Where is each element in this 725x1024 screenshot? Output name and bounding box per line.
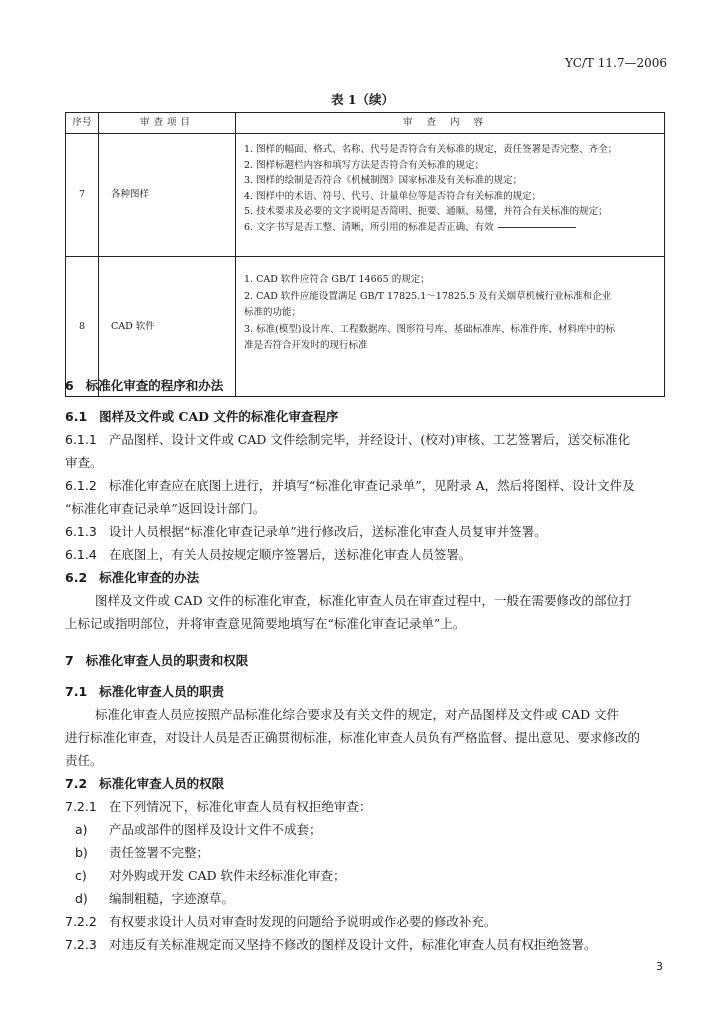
row-seq: 8	[66, 257, 99, 397]
clause-6-1-1	[65, 428, 665, 451]
row-content	[236, 134, 665, 257]
content-line: 4. 图样中的术语、符号、代号、计量单位等是否符合有关标准的规定；	[244, 190, 542, 202]
page-number: 3	[656, 960, 663, 973]
section-heading	[65, 374, 665, 397]
row-item: CAD 软件	[99, 257, 236, 397]
list-item	[65, 841, 665, 864]
clause-number: 6.1.3	[65, 524, 97, 539]
end-rule	[498, 227, 576, 228]
list-text: 产品或部件的图样及设计文件不成套；	[109, 822, 322, 837]
section-number: 7	[65, 653, 74, 668]
clause-7-2-1	[65, 795, 665, 818]
section-number: 7.1	[65, 684, 88, 699]
table-title: 表 1（续）	[330, 92, 395, 107]
clause-number: 7.2.2	[65, 914, 97, 929]
section-number: 6.2	[65, 570, 88, 585]
content-line: 标准的功能；	[244, 307, 302, 318]
paragraph-cont: 上标记或指明部位，并将审查意见简要地填写在“标准化审查记录单”上。	[65, 616, 466, 631]
clause-6-1-4	[65, 543, 665, 566]
clause-text-cont: 审查。	[65, 455, 103, 470]
paragraph-cont: 责任。	[65, 753, 103, 768]
row-item: 各种图样	[99, 134, 236, 257]
clause-text: 有权要求设计人员对审查时发现的问题给予说明或作必要的修改补充。	[108, 914, 497, 929]
clause-6-1-3	[65, 520, 665, 543]
list-item	[65, 887, 665, 910]
list-text: 编制粗糙，字迹潦草。	[109, 891, 235, 906]
list-label: a)	[75, 822, 88, 837]
section-title: 标准化审查的办法	[99, 570, 200, 585]
subsection-heading	[65, 680, 665, 703]
subsection-heading	[65, 405, 665, 428]
row-seq: 7	[66, 134, 99, 257]
review-table	[65, 112, 665, 397]
clause-number: 6.1.1	[65, 432, 97, 447]
list-text: 对外购或开发 CAD 软件未经标准化审查；	[109, 868, 346, 883]
table-header-row	[66, 113, 665, 134]
paragraph: 图样及文件或 CAD 文件的标准化审查，标准化审查人员在审查过程中，一般在需要修改的部位打	[95, 593, 632, 608]
list-label: c)	[75, 868, 87, 883]
content-line: 6. 文字书写是否工整、清晰，所引用的标准是否正确、有效	[244, 221, 494, 233]
list-item	[65, 818, 665, 841]
clause-text-cont: “标准化审查记录单”返回设计部门。	[65, 501, 266, 516]
clause-7-2-2	[65, 910, 665, 933]
section-title: 标准化审查人员的权限	[99, 776, 225, 791]
header-item: 审查项目	[99, 113, 236, 134]
paragraph-cont: 进行标准化审查，对设计人员是否正确贯彻标准，标准化审查人员负有严格监督、提出意见、要求修改的	[65, 730, 641, 745]
header-content: 审查内容	[236, 113, 665, 134]
clause-text: 在底图上，有关人员按规定顺序签署后，送标准化审查人员签署。	[108, 547, 472, 562]
list-label: b)	[75, 845, 88, 860]
content-line: 5. 技术要求及必要的文字说明是否简明、扼要、通顺、易懂，并符合有关标准的规定；	[244, 206, 608, 217]
clause-number: 6.1.2	[65, 478, 97, 493]
clause-7-2-3	[65, 933, 665, 956]
table-row	[66, 134, 665, 257]
content-line-wrap	[244, 220, 656, 236]
content-line: 2. CAD 软件应能设置满足 GB/T 17825.1～17825.5 及有关烟草机械行业标准和企业	[244, 290, 612, 302]
content-line: 3. 图样的绘制是否符合《机械制图》国家标准及有关标准的规定；	[244, 175, 523, 186]
content-line: 3. 标准(模型)设计库、工程数据库、图形符号库、基础标准库、标准件库、材料库中的标	[244, 323, 615, 335]
clause-number: 7.2.1	[65, 799, 97, 814]
content-line: 2. 图样标题栏内容和填写方法是否符合有关标准的规定；	[244, 159, 485, 171]
clause-number: 6.1.4	[65, 547, 97, 562]
section-number: 7.2	[65, 776, 88, 791]
section-heading	[65, 649, 665, 672]
content-line: 准是否符合开发时的现行标准	[244, 340, 368, 351]
clause-text: 设计人员根据“标准化审查记录单”进行修改后，送标准化审查人员复审并签署。	[108, 524, 547, 539]
content-line: 1. 图样的幅面、格式、名称、代号是否符合有关标准的规定，责任签署是否完整、齐全；	[244, 144, 618, 155]
clause-text: 标准化审查应在底图上进行，并填写“标准化审查记录单”，见附录 A，然后将图样、设计文件及	[108, 478, 635, 493]
clause-number: 7.2.3	[65, 937, 97, 952]
section-title: 图样及文件或 CAD 文件的标准化审查程序	[99, 409, 339, 424]
subsection-heading	[65, 566, 665, 589]
list-label: d)	[75, 891, 88, 906]
section-title: 标准化审查的程序和办法	[85, 378, 224, 393]
list-text: 责任签署不完整；	[109, 845, 210, 860]
standard-code: YC/T 11.7—2006	[564, 56, 667, 70]
section-number: 6.1	[65, 409, 88, 424]
section-title: 标准化审查人员的职责	[99, 684, 225, 699]
clause-text: 对违反有关标准规定而又坚持不修改的图样及设计文件，标准化审查人员有权拒绝签署。	[108, 937, 597, 952]
subsection-heading	[65, 772, 665, 795]
content-line: 1. CAD 软件应符合 GB/T 14665 的规定；	[244, 274, 430, 285]
section-number: 6	[65, 378, 74, 393]
section-title: 标准化审查人员的职责和权限	[85, 653, 249, 668]
header-seq: 序号	[66, 113, 99, 134]
paragraph: 标准化审查人员应按照产品标准化综合要求及有关文件的规定，对产品图样及文件或 CAD 文件	[95, 707, 620, 722]
clause-text: 在下列情况下，标准化审查人员有权拒绝审查：	[108, 799, 372, 814]
document-body	[65, 374, 665, 956]
clause-text: 产品图样、设计文件或 CAD 文件绘制完毕，并经设计、(校对)审核、工艺签署后，送交标准化	[108, 432, 631, 447]
clause-6-1-2	[65, 474, 665, 497]
list-item	[65, 864, 665, 887]
